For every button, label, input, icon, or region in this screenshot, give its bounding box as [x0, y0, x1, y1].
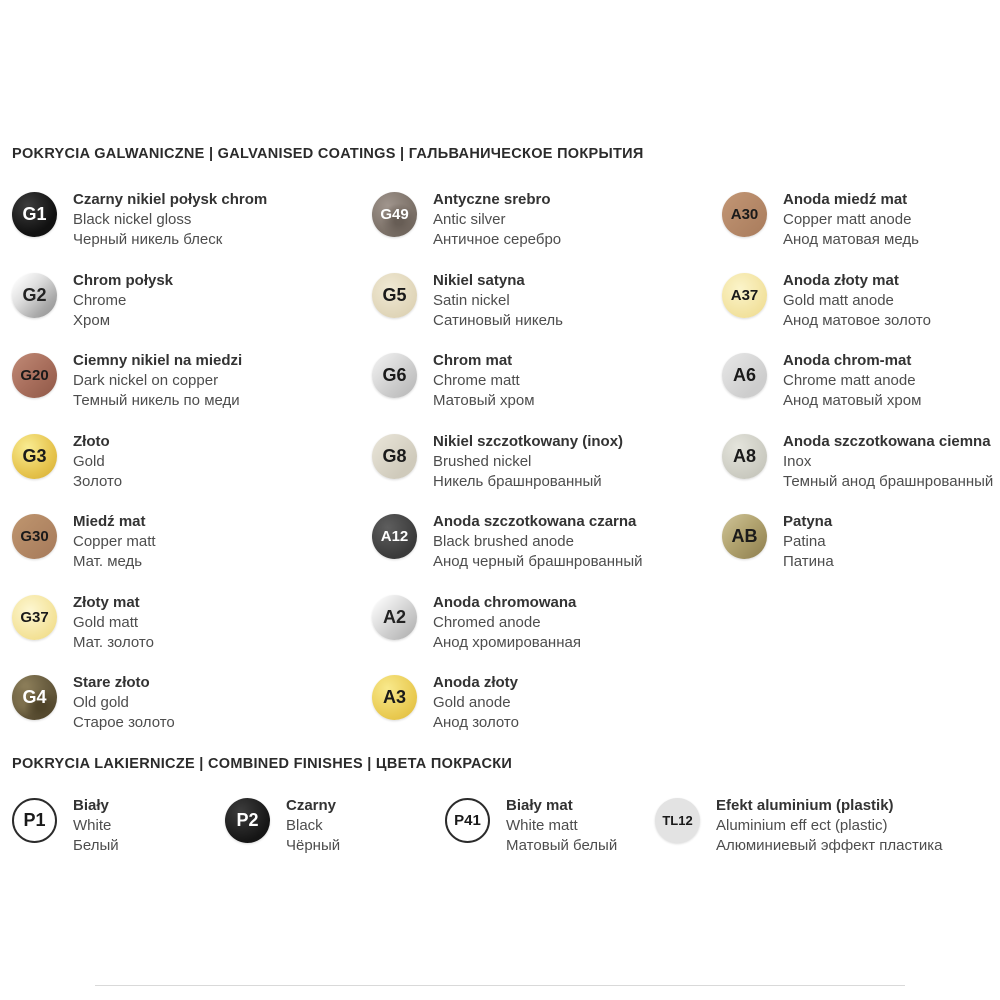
finish-labels	[783, 351, 921, 411]
finish-code-label: A3	[382, 687, 406, 707]
finish-swatch-tl12	[655, 798, 700, 843]
finish-item-a2	[372, 593, 722, 674]
finish-name-ru: Алюминиевый эффект пластика	[716, 836, 943, 854]
finish-item-a12	[372, 512, 722, 593]
finish-code-label: G30	[20, 528, 49, 545]
finish-name-ru: Темный никель по меди	[73, 392, 240, 409]
finish-labels	[783, 512, 834, 572]
finish-name-en: Dark nickel on copper	[73, 372, 219, 389]
finish-swatch-p41	[445, 798, 490, 843]
finish-labels	[506, 796, 617, 856]
finish-item-p2	[225, 796, 445, 876]
finish-name-ru: Анод матовая медь	[783, 231, 919, 248]
finish-labels	[73, 593, 154, 653]
finish-name-pl: Czarny nikiel połysk chrom	[73, 191, 268, 208]
finish-name-ru: Патина	[783, 553, 834, 570]
finish-name-pl: Chrom połysk	[73, 271, 174, 289]
finish-code-label: TL12	[662, 812, 693, 828]
finish-name-pl: Anoda chrom-mat	[783, 352, 912, 369]
finish-name-en: Copper matt	[73, 533, 156, 550]
finish-code-label: A6	[732, 365, 756, 385]
finish-item-a30	[722, 190, 1000, 271]
finish-code-label: A2	[382, 606, 406, 627]
finish-name-ru: Хром	[73, 311, 111, 329]
finish-name-pl: Nikiel szczotkowany (inox)	[433, 432, 624, 450]
finish-code-label: AB	[731, 526, 758, 546]
finish-item-tl12	[655, 796, 1000, 876]
finish-name-ru: Сатиновый никель	[433, 311, 563, 329]
finish-name-pl: Anoda miedź mat	[783, 191, 908, 208]
finish-name-ru: Белый	[73, 836, 119, 854]
finish-labels	[783, 271, 931, 331]
finish-item-g30	[12, 512, 372, 593]
finish-code-label: A12	[380, 528, 409, 545]
finish-name-pl: Złoty mat	[73, 593, 140, 611]
finish-swatch-a30	[722, 192, 767, 237]
finish-name-pl: Biały mat	[506, 796, 573, 814]
finish-swatch-g49	[372, 192, 417, 237]
finish-name-en: Aluminium eff ect (plastic)	[716, 816, 888, 834]
finish-name-pl: Patyna	[783, 513, 833, 530]
finish-code-label: P1	[23, 809, 46, 830]
finish-name-ru: Анод золото	[433, 714, 519, 731]
lacquered-section-title: POKRYCIA LAKIERNICZE | COMBINED FINISHES | ЦВЕТА ПОКРАСКИ	[12, 755, 513, 772]
finish-item-p1	[12, 796, 225, 876]
finish-swatch-a2	[372, 595, 417, 640]
finish-name-ru: Матовый белый	[506, 836, 618, 854]
finish-name-en: Brushed nickel	[433, 452, 532, 470]
finish-labels	[433, 351, 535, 411]
finish-name-en: Copper matt anode	[783, 211, 912, 228]
lacquered-swatch-grid	[12, 796, 1000, 876]
finish-name-en: Chrome matt	[433, 372, 520, 389]
finish-item-g4	[12, 673, 372, 754]
section-galvanised-coatings	[12, 146, 1000, 754]
finish-item-g8	[372, 432, 722, 513]
finish-item-p41	[445, 796, 655, 876]
finish-name-en: Black brushed anode	[433, 533, 574, 550]
finish-labels	[783, 432, 993, 492]
finish-code-label: P41	[454, 811, 481, 829]
finish-labels	[73, 512, 156, 572]
finish-name-ru: Античное серебро	[433, 231, 562, 248]
finish-name-en: Chrome	[73, 291, 127, 309]
finish-labels	[783, 190, 919, 250]
finish-swatch-g2	[12, 273, 57, 318]
finish-name-en: Black nickel gloss	[73, 211, 192, 228]
finish-code-label: A37	[730, 286, 759, 304]
finish-labels	[73, 190, 267, 250]
finish-swatch-a8	[722, 434, 767, 479]
finish-swatch-g4	[12, 675, 57, 720]
finish-name-ru: Мат. медь	[73, 553, 143, 570]
finish-swatch-p1	[12, 798, 57, 843]
galvanised-swatch-grid	[12, 190, 1000, 754]
finish-name-pl: Anoda szczotkowana czarna	[433, 513, 637, 530]
finish-swatch-g3	[12, 434, 57, 479]
finish-name-en: Old gold	[73, 694, 129, 711]
finish-name-en: Inox	[783, 452, 812, 470]
finish-swatch-a6	[722, 353, 767, 398]
finish-name-pl: Czarny	[286, 796, 337, 814]
finish-name-ru: Никель брашнрованный	[433, 472, 602, 490]
finish-code-label: G3	[22, 445, 47, 466]
finish-item-g49	[372, 190, 722, 271]
finish-name-pl: Nikiel satyna	[433, 271, 525, 289]
finish-name-pl: Biały	[73, 796, 109, 814]
finish-name-en: Chromed anode	[433, 613, 541, 631]
finish-swatch-g8	[372, 434, 417, 479]
finish-name-en: Chrome matt anode	[783, 372, 916, 389]
finish-swatch-a12	[372, 514, 417, 559]
finish-labels	[286, 796, 340, 856]
finish-swatch-g5	[372, 273, 417, 318]
finish-name-pl: Miedź mat	[73, 513, 146, 530]
finish-name-pl: Efekt aluminium (plastik)	[716, 796, 894, 814]
finish-item-g1	[12, 190, 372, 271]
finish-item-g20	[12, 351, 372, 432]
finish-code-label: G4	[22, 687, 47, 707]
finish-code-label: G6	[382, 365, 407, 385]
finish-name-ru: Старое золото	[73, 714, 175, 731]
finish-name-ru: Анод матовое золото	[783, 311, 931, 329]
finish-name-en: White matt	[506, 816, 578, 834]
finish-name-ru: Чёрный	[286, 836, 341, 854]
finish-labels	[433, 190, 561, 250]
bottom-divider-line	[95, 985, 905, 986]
finish-name-pl: Anoda szczotkowana ciemna	[783, 432, 991, 450]
finish-item-a8	[722, 432, 1000, 513]
finish-item-g37	[12, 593, 372, 674]
finish-name-en: Satin nickel	[433, 291, 510, 309]
finish-name-pl: Stare złoto	[73, 674, 150, 691]
finish-name-ru: Золото	[73, 472, 123, 490]
finish-code-label: G5	[382, 284, 407, 305]
finish-item-g5	[372, 271, 722, 352]
finish-labels	[433, 432, 623, 492]
finish-code-label: A30	[730, 206, 759, 223]
finish-labels	[73, 271, 173, 331]
finish-name-pl: Anoda złoty mat	[783, 271, 899, 289]
finish-code-label: G8	[382, 445, 407, 466]
finish-code-label: G1	[22, 204, 47, 224]
finish-swatch-a37	[722, 273, 767, 318]
finish-swatch-g20	[12, 353, 57, 398]
finish-swatch-p2	[225, 798, 270, 843]
finish-name-pl: Antyczne srebro	[433, 191, 551, 208]
finish-name-en: Gold matt anode	[783, 291, 894, 309]
finish-name-en: Antic silver	[433, 211, 506, 228]
finish-swatch-g6	[372, 353, 417, 398]
finish-name-en: Black	[286, 816, 323, 834]
finish-code-label: G2	[22, 284, 47, 305]
finish-code-label: A8	[732, 445, 756, 466]
finish-name-ru: Анод матовый хром	[783, 392, 922, 409]
finish-labels	[73, 673, 175, 733]
galvanised-section-title: POKRYCIA GALWANICZNE | GALVANISED COATINGS | ГАЛЬВАНИЧЕСКОЕ ПОКРЫТИЯ	[12, 146, 644, 162]
finish-code-label: G37	[20, 608, 49, 626]
finish-swatch-g1	[12, 192, 57, 237]
finish-name-pl: Anoda złoty	[433, 674, 518, 691]
finish-name-ru: Анод хромированная	[433, 633, 581, 651]
finish-item-g6	[372, 351, 722, 432]
finish-swatch-g30	[12, 514, 57, 559]
finish-name-en: Gold anode	[433, 694, 511, 711]
finish-code-label: G49	[380, 206, 409, 223]
finish-labels	[716, 796, 942, 856]
finish-name-ru: Анод черный брашнрованный	[433, 553, 643, 570]
finish-labels	[73, 796, 119, 856]
finish-item-a37	[722, 271, 1000, 352]
finish-name-pl: Anoda chromowana	[433, 593, 577, 611]
finish-name-ru: Темный анод брашнрованный	[783, 472, 994, 490]
finish-swatch-g37	[12, 595, 57, 640]
finish-name-ru: Мат. золото	[73, 633, 154, 651]
finish-name-en: Gold	[73, 452, 105, 470]
finish-name-ru: Черный никель блеск	[73, 231, 223, 248]
finish-labels	[433, 271, 563, 331]
finish-swatch-a3	[372, 675, 417, 720]
finish-code-label: G20	[20, 367, 49, 384]
finish-name-pl: Złoto	[73, 432, 110, 450]
finish-item-g3	[12, 432, 372, 513]
section-lacquered-finishes	[12, 756, 1000, 876]
finish-name-en: Patina	[783, 533, 826, 550]
finish-labels	[433, 512, 642, 572]
finish-labels	[73, 432, 122, 492]
finish-item-a3	[372, 673, 722, 754]
finish-item-a6	[722, 351, 1000, 432]
finish-labels	[73, 351, 242, 411]
finish-item-g2	[12, 271, 372, 352]
finish-name-en: White	[73, 816, 112, 834]
finish-labels	[433, 593, 581, 653]
finish-code-label: P2	[236, 809, 259, 830]
finish-name-ru: Матовый хром	[433, 392, 535, 409]
finish-swatch-ab	[722, 514, 767, 559]
finish-name-en: Gold matt	[73, 613, 139, 631]
finish-item-ab	[722, 512, 1000, 593]
finish-name-pl: Ciemny nikiel na miedzi	[73, 352, 243, 369]
finish-labels	[433, 673, 519, 733]
finish-name-pl: Chrom mat	[433, 352, 513, 369]
